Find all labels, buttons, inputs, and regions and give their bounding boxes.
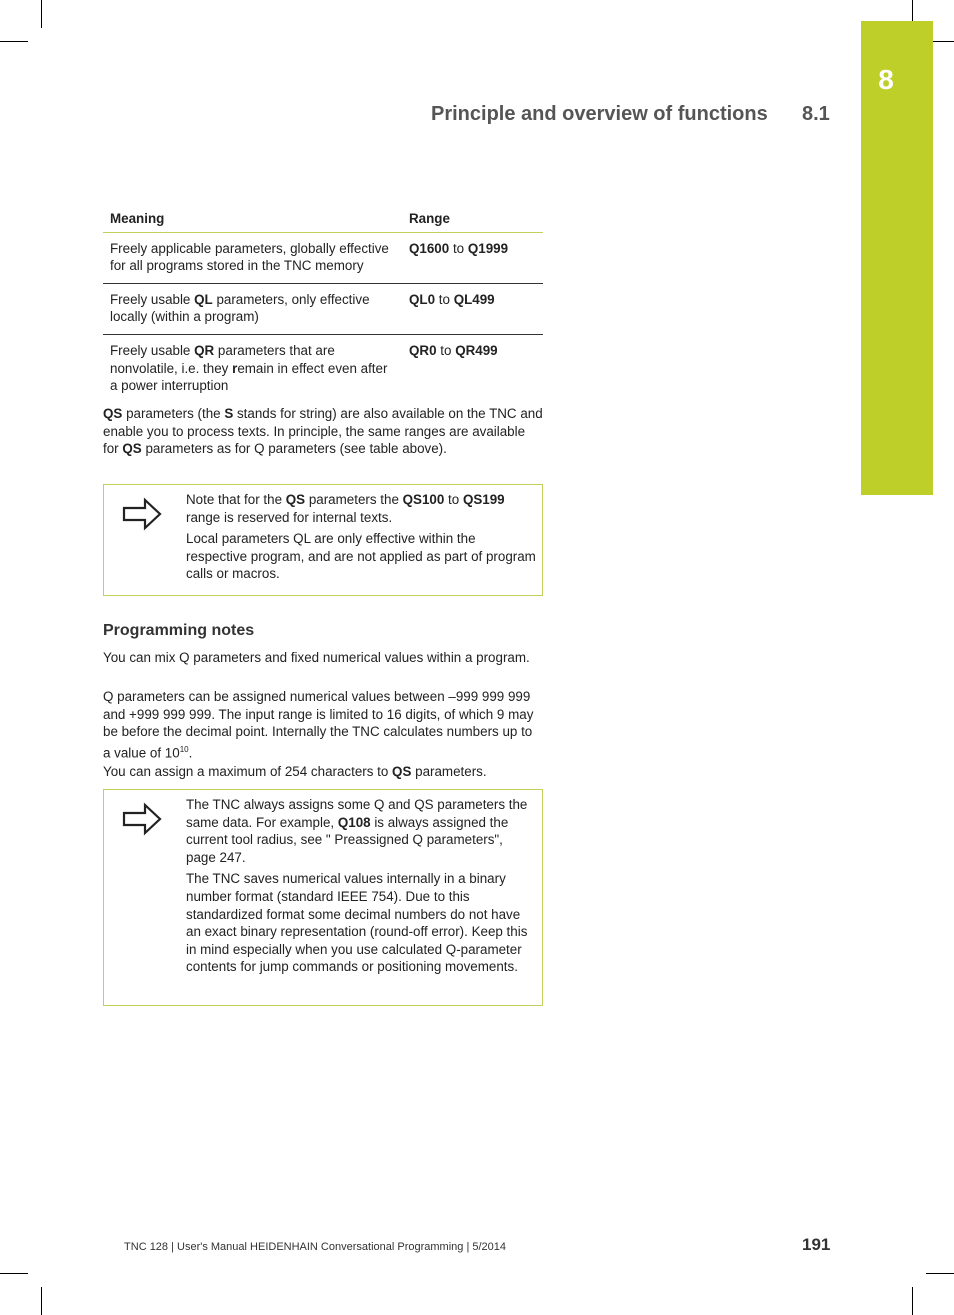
parameter-table <box>103 206 543 403</box>
table-row <box>103 283 543 334</box>
column-header-range: Range <box>402 206 543 232</box>
bold-term: S <box>224 406 234 421</box>
range-to: QR499 <box>455 342 498 358</box>
range-to-word: to <box>440 342 452 358</box>
meaning-cell <box>103 283 402 334</box>
range-to-word: to <box>452 240 465 256</box>
paragraph-text: parameters. <box>411 764 487 779</box>
range-cell <box>402 283 543 334</box>
crop-mark <box>41 1287 42 1315</box>
note-span: to <box>444 492 463 507</box>
meaning-bold: QL <box>194 291 213 307</box>
paragraph-text: parameters (the <box>122 406 225 421</box>
note-span: The TNC always assigns some Q and QS parameters the same data. For example, <box>186 797 528 830</box>
meaning-text: parameters that are nonvolatile, i.e. they <box>110 342 335 376</box>
paragraph <box>103 763 543 781</box>
table-row <box>103 232 543 283</box>
range-from: QL0 <box>409 291 436 307</box>
note-box <box>103 484 543 596</box>
meaning-bold: QR <box>194 342 215 358</box>
bold-term: QS <box>103 406 123 421</box>
bold-term: QS100 <box>402 492 445 507</box>
note-span: range is reserved for internal texts. <box>186 509 393 525</box>
paragraph-text: stands for string) are also available on the TNC and enable you to process texts. In principle, the same ranges are available for <box>103 406 543 457</box>
section-heading: Programming notes <box>103 622 255 639</box>
meaning-text: Freely usable <box>110 291 195 307</box>
table-header-row <box>103 206 543 232</box>
chapter-tab <box>861 21 933 495</box>
range-to: Q1999 <box>467 240 509 256</box>
bold-term: QS <box>122 441 142 457</box>
note-box <box>103 789 543 1006</box>
crop-mark <box>41 0 42 28</box>
range-to-word: to <box>438 291 450 307</box>
bold-term: QS <box>285 492 306 507</box>
footer-text: TNC 128 | User's Manual HEIDENHAIN Conversational Programming | 5/2014 <box>124 1241 506 1253</box>
range-from: Q1600 <box>409 240 450 256</box>
paragraph <box>103 688 543 762</box>
paragraph-text: You can assign a maximum of 254 characters to <box>103 764 393 779</box>
bold-term: QS <box>392 764 412 779</box>
meaning-bold: r <box>232 360 238 376</box>
range-cell <box>402 334 543 402</box>
paragraph-text: . <box>188 745 193 761</box>
paragraph-text: parameters as for Q parameters (see table above). <box>141 441 447 457</box>
superscript: 10 <box>179 744 189 754</box>
range-to: QL499 <box>453 291 495 307</box>
table-row <box>103 334 543 402</box>
note-paragraph <box>186 796 536 866</box>
note-paragraph: The TNC saves numerical values internally in a binary number format (standard IEEE 754). Due to this standardized format some decimal numbers do not have an exact binary representation (round-off error). Keep this in mind especially when you use calculated Q-parameter contents for jump commands or positioning movements. <box>186 871 528 975</box>
range-cell <box>402 232 543 283</box>
column-header-meaning: Meaning <box>103 206 402 232</box>
meaning-text: emain in effect even after a power interruption <box>110 360 388 394</box>
crop-mark <box>926 1273 954 1274</box>
meaning-cell <box>103 334 402 402</box>
note-text <box>186 491 536 587</box>
note-span: Note that for the <box>186 492 286 507</box>
note-span: parameters the <box>305 492 403 507</box>
note-text <box>186 796 536 980</box>
bold-term: Q108 <box>337 814 371 830</box>
chapter-number: 8 <box>878 64 894 95</box>
crop-mark <box>912 1287 913 1315</box>
page-title: Principle and overview of functions <box>431 103 768 125</box>
arrow-right-icon <box>121 496 163 532</box>
paragraph-text: Q parameters can be assigned numerical values between –999 999 999 and +999 999 999. The input range is limited to 16 digits, of which 9 may be before the decimal point. Internally the TNC calculates numbers up to a value of 10 <box>103 689 534 761</box>
range-from: QR0 <box>409 342 437 358</box>
page-number: 191 <box>802 1235 831 1254</box>
note-paragraph: Local parameters QL are only effective within the respective program, and are not applied as part of program calls or macros. <box>186 531 536 582</box>
section-number: 8.1 <box>802 103 830 125</box>
bold-term: QS199 <box>462 492 505 507</box>
meaning-cell: Freely applicable parameters, globally effective for all programs stored in the TNC memory <box>103 232 402 283</box>
arrow-right-icon <box>121 801 163 837</box>
note-span: is always assigned the current tool radius, see " Preassigned Q parameters", page 247. <box>186 814 509 865</box>
meaning-text: parameters, only effective locally (within a program) <box>110 291 370 325</box>
paragraph: You can mix Q parameters and fixed numerical values within a program. <box>103 650 530 665</box>
meaning-text: Freely usable <box>110 342 195 358</box>
crop-mark <box>0 41 28 42</box>
note-paragraph <box>186 491 536 526</box>
crop-mark <box>0 1273 28 1274</box>
qs-paragraph <box>103 405 543 458</box>
